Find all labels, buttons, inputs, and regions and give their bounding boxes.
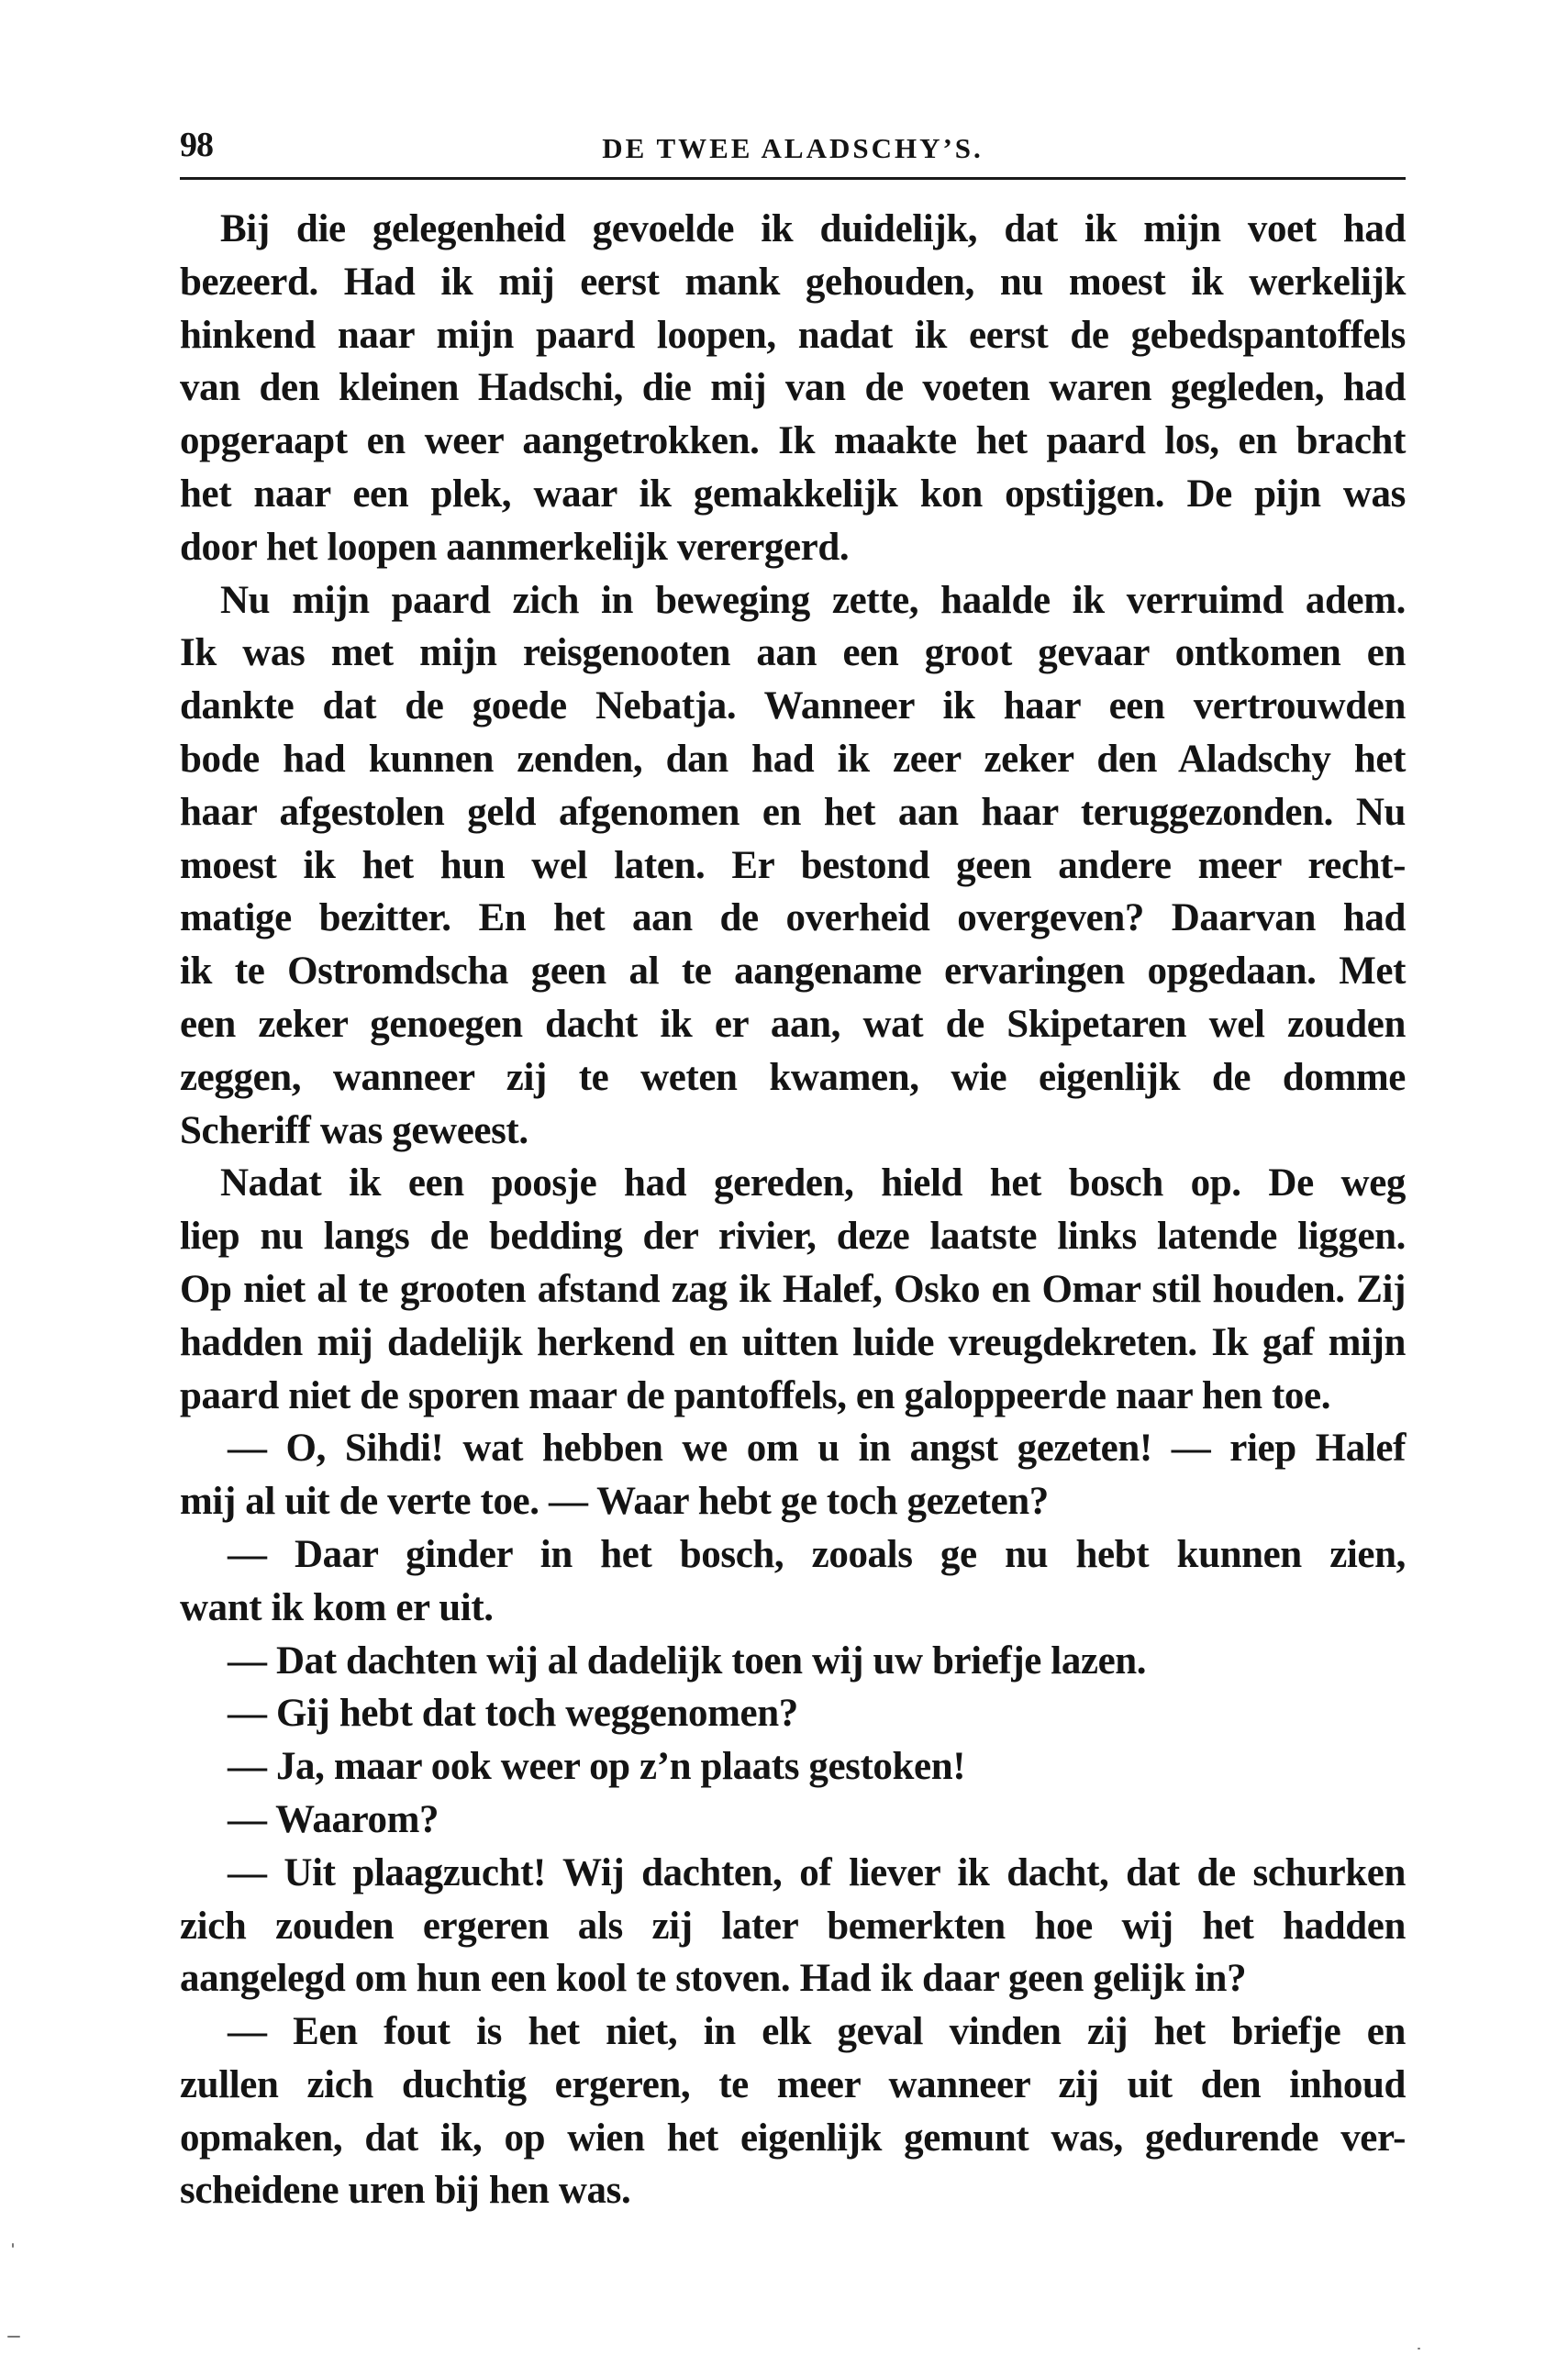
text-line: paard niet de sporen maar de pantoffels, en galoppeerde naar hen toe. bbox=[180, 1373, 1331, 1417]
text-line: zich zouden ergeren als zij later bemerkten hoe wij het hadden bbox=[180, 1904, 1406, 1948]
running-title: DE TWEE ALADSCHY’S. bbox=[602, 132, 984, 164]
text-line: Op niet al te grooten afstand zag ik Halef, Osko en Omar stil houden. Zij bbox=[180, 1267, 1406, 1311]
text-line: — Ja, maar ook weer op z’n plaats gestoken! bbox=[228, 1745, 966, 1789]
scan-speck bbox=[1418, 2348, 1420, 2349]
body-text bbox=[180, 203, 1406, 2217]
text-line: — Waarom? bbox=[228, 1797, 439, 1841]
text-line: opgeraapt en weer aangetrokken. Ik maakte het paard los, en bracht bbox=[180, 419, 1406, 463]
paragraph bbox=[180, 1157, 1406, 1422]
text-line: want ik kom er uit. bbox=[180, 1585, 494, 1629]
dialogue-paragraph bbox=[180, 1635, 1406, 1688]
text-line: zullen zich duchtig ergeren, te meer wanneer zij uit den inhoud bbox=[180, 2062, 1406, 2106]
text-line: door het loopen aanmerkelijk verergerd. bbox=[180, 525, 850, 569]
text-line: Bij die gelegenheid gevoelde ik duidelijk, dat ik mijn voet had bbox=[220, 207, 1406, 250]
text-line: zeggen, wanneer zij te weten kwamen, wie eigenlijk de domme bbox=[180, 1055, 1406, 1099]
text-line: — Uit plaagzucht! Wij dachten, of liever ik dacht, dat de schurken bbox=[228, 1850, 1406, 1894]
scan-speck bbox=[12, 2243, 14, 2248]
dialogue-paragraph bbox=[180, 1422, 1406, 1528]
page-number: 98 bbox=[180, 126, 213, 164]
text-line: — Daar ginder in het bosch, zooals ge nu hebt kunnen zien, bbox=[228, 1532, 1406, 1576]
text-line: bode had kunnen zenden, dan had ik zeer zeker den Aladschy het bbox=[180, 737, 1406, 781]
dialogue-paragraph bbox=[180, 1687, 1406, 1740]
text-line: dankte dat de goede Nebatja. Wanneer ik haar een vertrouwden bbox=[180, 684, 1406, 728]
text-line: Nu mijn paard zich in beweging zette, haalde ik verruimd adem. bbox=[220, 578, 1406, 622]
text-line: Scheriff was geweest. bbox=[180, 1108, 528, 1152]
text-line: van den kleinen Hadschi, die mij van de voeten waren gegleden, had bbox=[180, 366, 1406, 410]
dialogue-paragraph bbox=[180, 2005, 1406, 2217]
text-line: bezeerd. Had ik mij eerst mank gehouden, nu moest ik werkelijk bbox=[180, 260, 1406, 304]
text-line: — Gij hebt dat toch weggenomen? bbox=[228, 1692, 798, 1736]
text-line: het naar een plek, waar ik gemakkelijk kon opstijgen. De pijn was bbox=[180, 472, 1406, 516]
header-rule bbox=[180, 177, 1406, 180]
text-line: Ik was met mijn reisgenooten aan een groot gevaar ontkomen en bbox=[180, 631, 1406, 675]
text-line: Nadat ik een poosje had gereden, hield het bosch op. De weg bbox=[220, 1161, 1406, 1205]
text-line: opmaken, dat ik, op wien het eigenlijk gemunt was, gedurende ver- bbox=[180, 2116, 1406, 2160]
text-line: — Dat dachten wij al dadelijk toen wij uw briefje lazen. bbox=[228, 1639, 1147, 1683]
text-line: liep nu langs de bedding der rivier, deze laatste links latende liggen. bbox=[180, 1215, 1406, 1259]
dialogue-paragraph bbox=[180, 1528, 1406, 1635]
text-line: hadden mij dadelijk herkend en uitten luide vreugdekreten. Ik gaf mijn bbox=[180, 1320, 1406, 1364]
text-line: een zeker genoegen dacht ik er aan, wat de Skipetaren wel zouden bbox=[180, 1002, 1406, 1046]
text-line: aangelegd om hun een kool te stoven. Had ik daar geen gelijk in? bbox=[180, 1957, 1247, 2001]
text-line: hinkend naar mijn paard loopen, nadat ik eerst de gebedspantoffels bbox=[180, 313, 1406, 357]
text-line: haar afgestolen geld afgenomen en het aan haar teruggezonden. Nu bbox=[180, 790, 1406, 834]
dialogue-paragraph bbox=[180, 1794, 1406, 1847]
text-line: matige bezitter. En het aan de overheid overgeven? Daarvan had bbox=[180, 896, 1406, 940]
text-line: moest ik het hun wel laten. Er bestond geen andere meer recht- bbox=[180, 843, 1406, 887]
dialogue-paragraph bbox=[180, 1847, 1406, 2005]
running-head bbox=[180, 125, 1406, 165]
paragraph bbox=[180, 203, 1406, 574]
text-line: — O, Sihdi! wat hebben we om u in angst gezeten! — riep Halef bbox=[228, 1427, 1406, 1471]
text-line: mij al uit de verte toe. — Waar hebt ge toch gezeten? bbox=[180, 1480, 1049, 1524]
scan-speck bbox=[7, 2336, 20, 2338]
text-line: scheidene uren bij hen was. bbox=[180, 2169, 631, 2213]
dialogue-paragraph bbox=[180, 1740, 1406, 1794]
paragraph bbox=[180, 574, 1406, 1158]
text-line: ik te Ostromdscha geen al te aangename ervaringen opgedaan. Met bbox=[180, 950, 1406, 994]
text-line: — Een fout is het niet, in elk geval vinden zij het briefje en bbox=[228, 2010, 1406, 2054]
